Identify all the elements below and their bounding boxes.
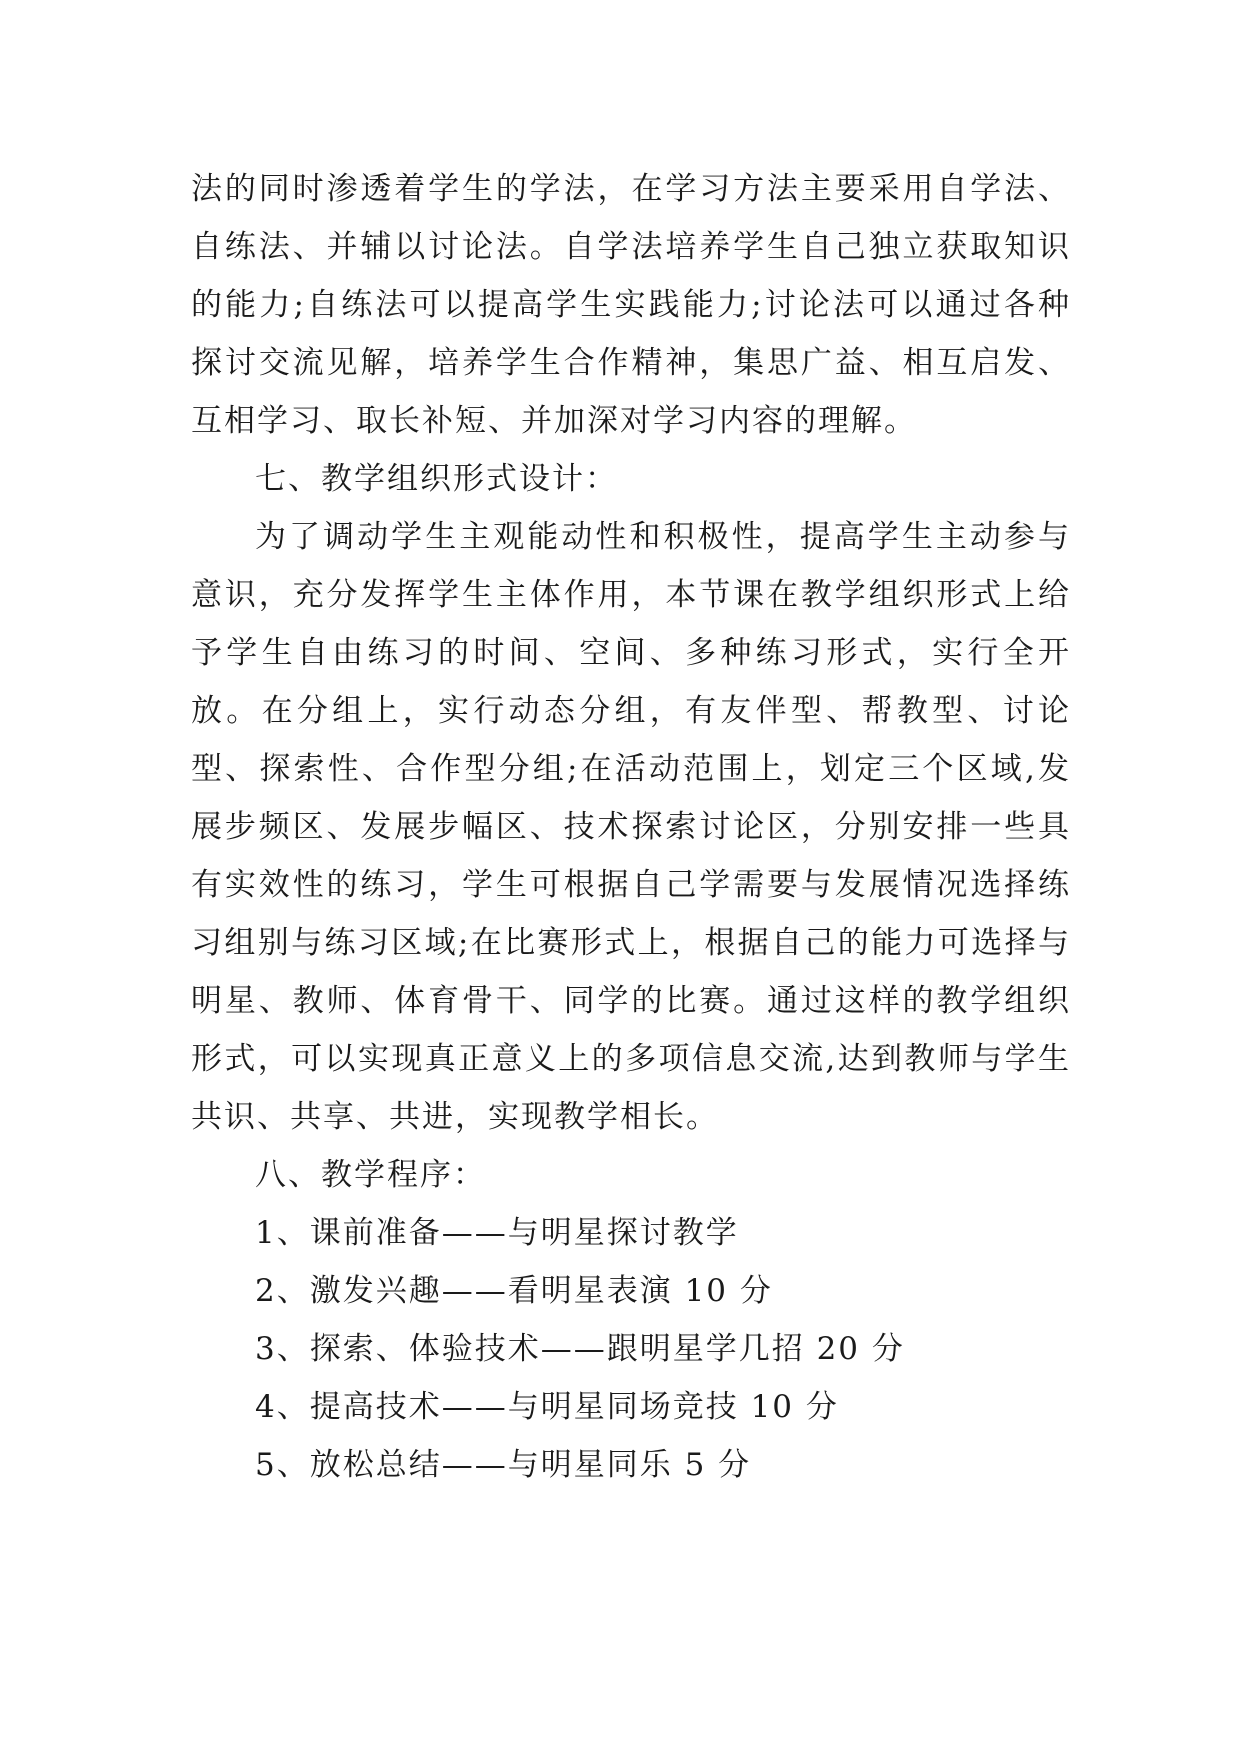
document-body (191, 160, 1071, 1494)
section-heading-7: 七、教学组织形式设计： (255, 461, 618, 497)
paragraph-teaching-method: 法的同时渗透着学生的学法，在学习方法主要采用自学法、自练法、并辅以讨论法。自学法培养学生自己独立获取知识的能力;自练法可以提高学生实践能力;讨论法可以通过各种探讨交流见解，培养学生合作精神，集思广益、相互启发、互相学习、取长补短、并加深对学习内容的理解。 (191, 171, 1071, 439)
list-item: 5、放松总结——与明星同乐 5 分 (255, 1447, 752, 1483)
section-heading-8: 八、教学程序： (255, 1157, 486, 1193)
paragraph-organization: 为了调动学生主观能动性和积极性，提高学生主动参与意识，充分发挥学生主体作用，本节课在教学组织形式上给予学生自由练习的时间、空间、多种练习形式，实行全开放。在分组上，实行动态分组，有友伴型、帮教型、讨论型、探索性、合作型分组;在活动范围上，划定三个区域,发展步频区、发展步幅区、技术探索讨论区，分别安排一些具有实效性的练习，学生可根据自己学需要与发展情况选择练习组别与练习区域;在比赛形式上，根据自己的能力可选择与明星、教师、体育骨干、同学的比赛。通过这样的教学组织形式，可以实现真正意义上的多项信息交流,达到教师与学生共识、共享、共进，实现教学相长。 (191, 519, 1071, 1135)
list-item: 2、激发兴趣——看明星表演 10 分 (255, 1273, 773, 1309)
list-item: 4、提高技术——与明星同场竞技 10 分 (255, 1389, 839, 1425)
list-item: 3、探索、体验技术——跟明星学几招 20 分 (255, 1331, 905, 1367)
list-item: 1、课前准备——与明星探讨教学 (255, 1215, 739, 1251)
teaching-steps-list (191, 1204, 1071, 1494)
